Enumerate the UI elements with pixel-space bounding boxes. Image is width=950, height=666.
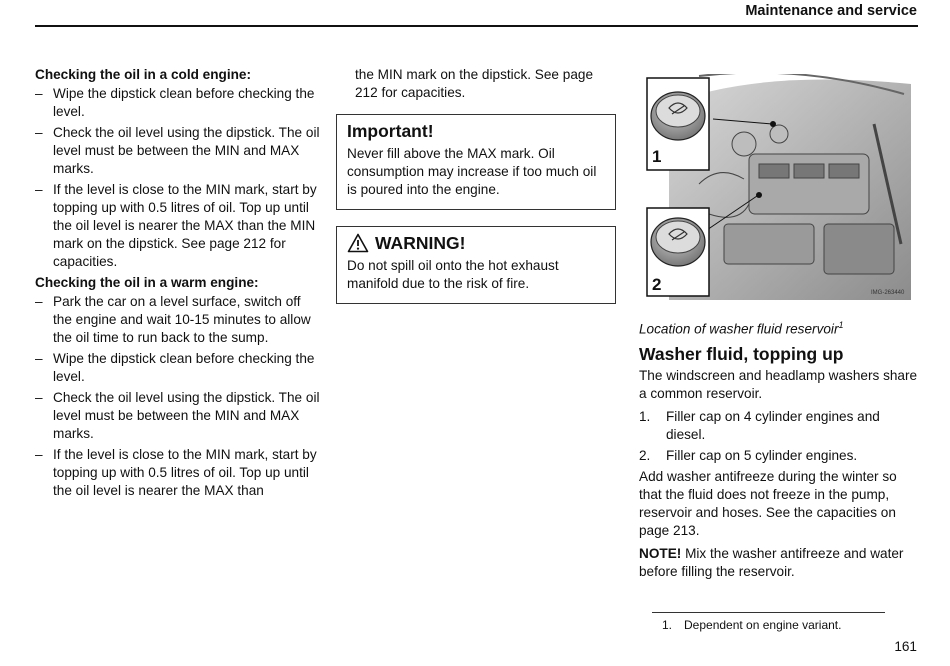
note-paragraph: [639, 545, 919, 581]
warning-text: Do not spill oil onto the hot exhaust manifold due to the risk of fire.: [347, 258, 559, 291]
header-rule: [35, 25, 918, 27]
numbered-list: [639, 408, 919, 465]
list-item: – Park the car on a level surface, switch off the engine and wait 10-15 minutes to allow the oil time to run back to the sump.: [35, 293, 320, 347]
caption-text: Location of washer fluid reservoir: [639, 321, 839, 337]
column-left: [35, 66, 320, 503]
note-label: NOTE!: [639, 545, 682, 561]
important-title: Important!: [347, 121, 434, 141]
list-item: [639, 408, 919, 444]
list-item: – If the level is close to the MIN mark, start by topping up with 0.5 litres of oil. Top up until the oil level is nearer the MAX than: [35, 446, 320, 500]
list-number: 1.: [639, 408, 651, 424]
warning-triangle-icon: [347, 233, 369, 253]
list-item: – Check the oil level using the dipstick. The oil level must be between the MIN and MAX marks.: [35, 124, 320, 178]
warning-title: WARNING!: [375, 233, 466, 253]
continuation-text: the MIN mark on the dipstick. See page 212 for capacities.: [355, 67, 594, 100]
footnote-rule: [652, 612, 885, 613]
column-middle: [336, 66, 616, 304]
caption-footnote-ref: 1: [838, 320, 844, 330]
column-right: [639, 66, 919, 586]
list-item: – Check the oil level using the dipstick. The oil level must be between the MIN and MAX marks.: [35, 389, 320, 443]
page-number: 161: [894, 639, 917, 654]
list-item: – Wipe the dipstick clean before checking the level.: [35, 350, 320, 386]
section-title: Washer fluid, topping up: [639, 343, 844, 364]
cold-engine-list: [35, 85, 320, 271]
figure-label-1: 1: [652, 147, 662, 166]
list-item: – Wipe the dipstick clean before checking the level.: [35, 85, 320, 121]
cold-engine-heading: Checking the oil in a cold engine:: [35, 67, 252, 82]
engine-bay-illustration: [639, 74, 911, 300]
list-text: Filler cap on 4 cylinder engines and diesel.: [666, 408, 880, 442]
list-number: 2.: [639, 447, 651, 463]
figure-caption: [639, 316, 919, 339]
note-text: Mix the washer antifreeze and water before filling the reservoir.: [639, 545, 904, 579]
important-text: Never fill above the MAX mark. Oil consumption may increase if too much oil is poured into the engine.: [347, 146, 597, 197]
warning-heading: [347, 231, 605, 255]
list-item: [639, 447, 919, 465]
warm-engine-list: [35, 293, 320, 500]
warning-box: [336, 226, 616, 304]
header-title: Maintenance and service: [745, 3, 917, 19]
list-text: Filler cap on 5 cylinder engines.: [666, 447, 858, 463]
important-box: [336, 114, 616, 210]
list-item: – If the level is close to the MIN mark, start by topping up with 0.5 litres of oil. Top up until the oil level is nearer the MAX than the MIN mark on the dipstick. See page 212 for capacities.: [35, 181, 320, 271]
antifreeze-text: Add washer antifreeze during the winter so that the fluid does not freeze in the pump, reservoir and hoses. See the capacities on page 213.: [639, 468, 897, 538]
footnote: [662, 616, 841, 634]
footnote-number: 1.: [662, 618, 673, 632]
figure-label-2: 2: [652, 275, 662, 294]
figure-image-id: IMG-263440: [871, 290, 905, 296]
intro-text: The windscreen and headlamp washers share a common reservoir.: [639, 367, 918, 401]
footnote-text: Dependent on engine variant.: [684, 618, 842, 632]
warm-engine-heading: Checking the oil in a warm engine:: [35, 275, 259, 290]
